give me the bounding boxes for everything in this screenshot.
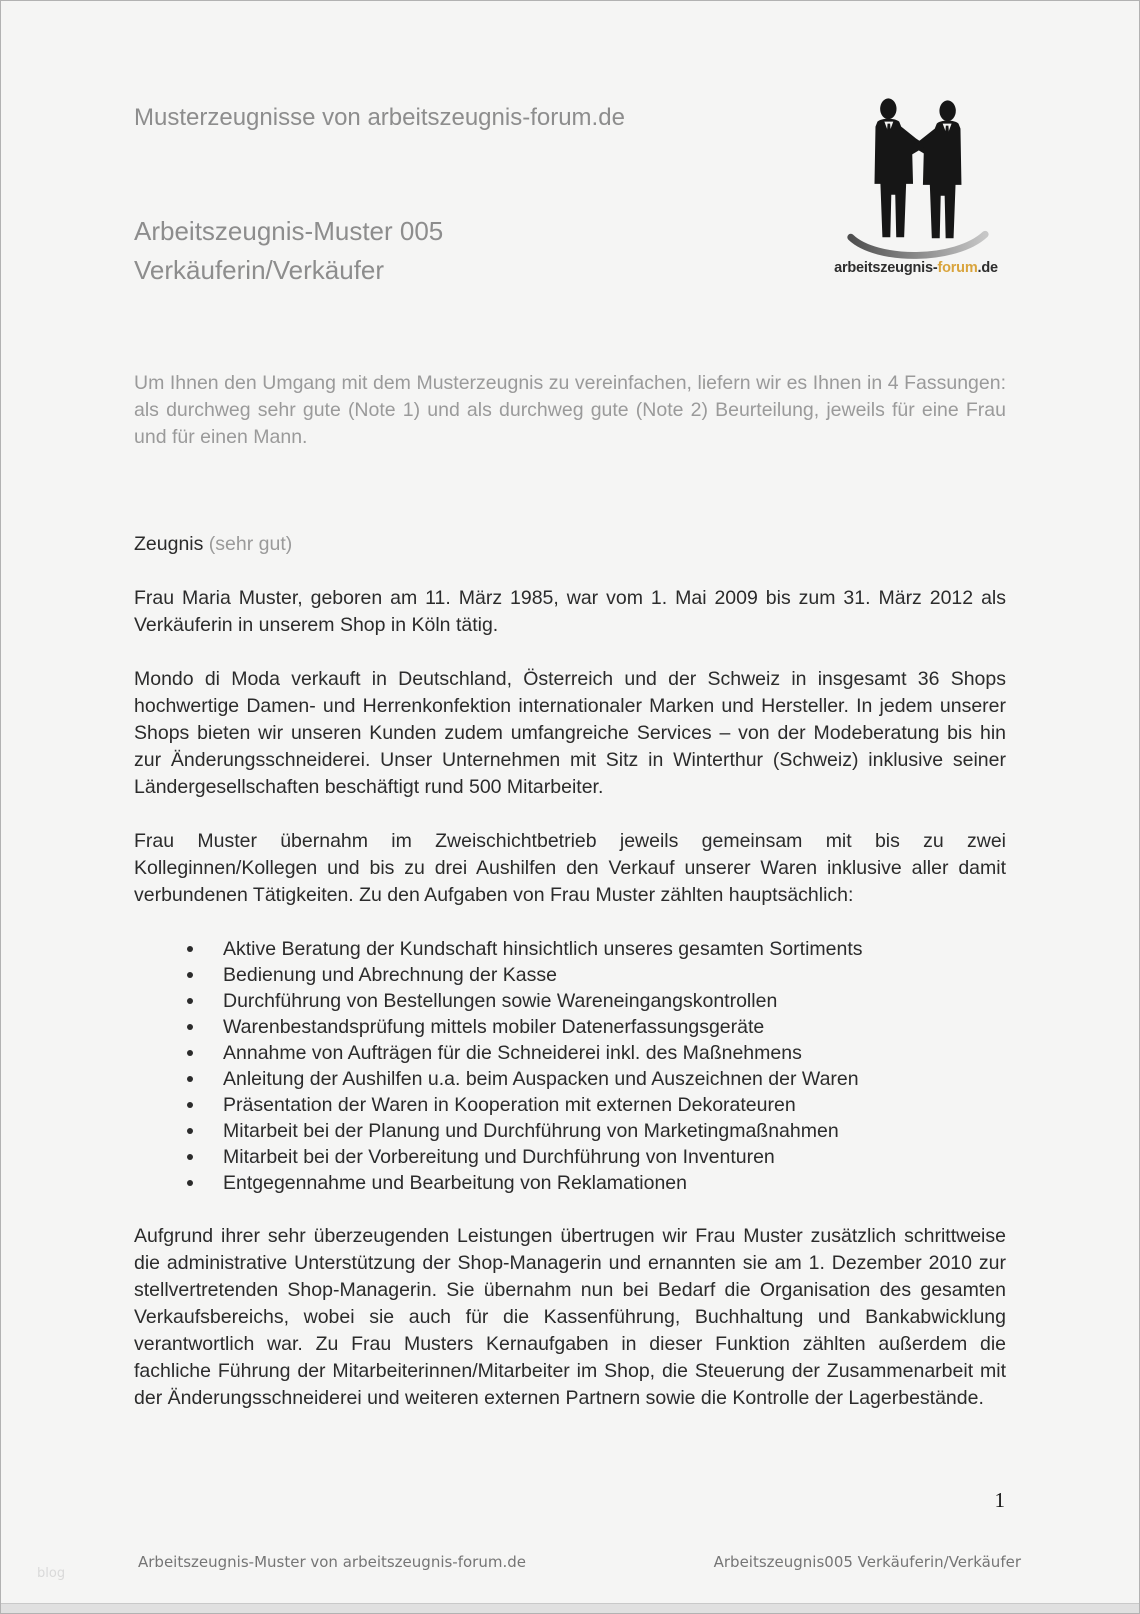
- list-item: Bedienung und Abrechnung der Kasse: [186, 962, 1006, 988]
- paragraph-company: Mondo di Moda verkauft in Deutschland, Österreich und der Schweiz in insgesamt 36 Shops hochwertige Damen- und Herrenkonfektion internationaler Marken und Hersteller. In jedem unserer Shops bieten wir unseren Kunden zudem umfangreiche Services – von der Modeberatung bis hin zur Änderungsschneiderei. Unser Unternehmen mit Sitz in Winterthur (Schweiz) inklusive seiner Ländergesellschaften beschäftigt rund 500 Mitarbeiter.: [134, 668, 1006, 798]
- list-item: Mitarbeit bei der Vorbereitung und Durchführung von Inventuren: [186, 1144, 1006, 1170]
- list-item: Durchführung von Bestellungen sowie Wareneingangskontrollen: [186, 988, 1006, 1014]
- page-bottom-edge: [1, 1603, 1139, 1613]
- logo-text-highlight: forum: [937, 260, 978, 276]
- list-item: Annahme von Aufträgen für die Schneiderei inkl. des Maßnehmens: [186, 1040, 1006, 1066]
- intro-paragraph: Um Ihnen den Umgang mit dem Musterzeugnis zu vereinfachen, liefern wir es Ihnen in 4 Fassungen: als durchweg sehr gute (Note 1) und als durchweg gute (Note 2) Beurteilung, jeweils für eine Frau und für einen Mann.: [134, 372, 1006, 448]
- paragraph-employment: Frau Maria Muster, geboren am 11. März 1985, war vom 1. Mai 2009 bis zum 31. März 2012 als Verkäuferin in unserem Shop in Köln tätig.: [134, 587, 1006, 636]
- logo: [834, 93, 998, 276]
- logo-text-suffix: .de: [977, 260, 998, 276]
- list-item: Entgegennahme und Bearbeitung von Reklamationen: [186, 1170, 1006, 1196]
- document-title-line2: Verkäuferin/Verkäufer: [134, 255, 385, 285]
- footer-left-text: Arbeitszeugnis-Muster von arbeitszeugnis-forum.de: [138, 1553, 526, 1571]
- page-footer: [138, 1553, 1021, 1571]
- list-item: Mitarbeit bei der Planung und Durchführung von Marketingmaßnahmen: [186, 1118, 1006, 1144]
- document-title-line1: Arbeitszeugnis-Muster 005: [134, 216, 444, 246]
- watermark-text: blog: [37, 1566, 66, 1581]
- list-item: Warenbestandsprüfung mittels mobiler Datenerfassungsgeräte: [186, 1014, 1006, 1040]
- page-number: 1: [994, 1488, 1005, 1512]
- logo-text: [834, 260, 998, 276]
- paragraph-duties-intro: Frau Muster übernahm im Zweischichtbetrieb jeweils gemeinsam mit bis zu zwei Kolleginnen/Kollegen und bis zu drei Aushilfen den Verkauf unserer Waren inklusive aller damit verbundenen Tätigkeiten. Zu den Aufgaben von Frau Muster zählten hauptsächlich:: [134, 830, 1006, 906]
- site-title: Musterzeugnisse von arbeitszeugnis-forum.de: [134, 104, 625, 131]
- logo-text-prefix: arbeitszeugnis-: [834, 260, 938, 276]
- list-item: Aktive Beratung der Kundschaft hinsichtlich unseres gesamten Sortiments: [186, 936, 1006, 962]
- handshake-silhouettes-icon: [834, 93, 998, 259]
- list-item: Anleitung der Aushilfen u.a. beim Auspacken und Auszeichnen der Waren: [186, 1066, 1006, 1092]
- section-heading-note: (sehr gut): [208, 533, 293, 555]
- list-item: Präsentation der Waren in Kooperation mit externen Dekorateuren: [186, 1092, 1006, 1118]
- footer-right-text: Arbeitszeugnis005 Verkäuferin/Verkäufer: [713, 1553, 1021, 1571]
- paragraph-promotion: Aufgrund ihrer sehr überzeugenden Leistungen übertrugen wir Frau Muster zusätzlich schrittweise die administrative Unterstützung der Shop-Managerin und ernannten sie am 1. Dezember 2010 zur stellvertretenden Shop-Managerin. Sie übernahm nun bei Bedarf die Organisation des gesamten Verkaufsbereichs, wobei sie auch für die Kassenführung, Buchhaltung und Bankabwicklung verantwortlich war. Zu Frau Musters Kernaufgaben in dieser Funktion zählten außerdem die fachliche Führung der Mitarbeiterinnen/Mitarbeiter im Shop, die Steuerung der Zusammenarbeit mit der Änderungsschneiderei und weiteren externen Partnern sowie die Kontrolle der Lagerbestände.: [134, 1225, 1006, 1409]
- task-list: [134, 936, 1006, 1196]
- section-heading-title: Zeugnis: [134, 533, 204, 555]
- section-heading: [134, 531, 1006, 558]
